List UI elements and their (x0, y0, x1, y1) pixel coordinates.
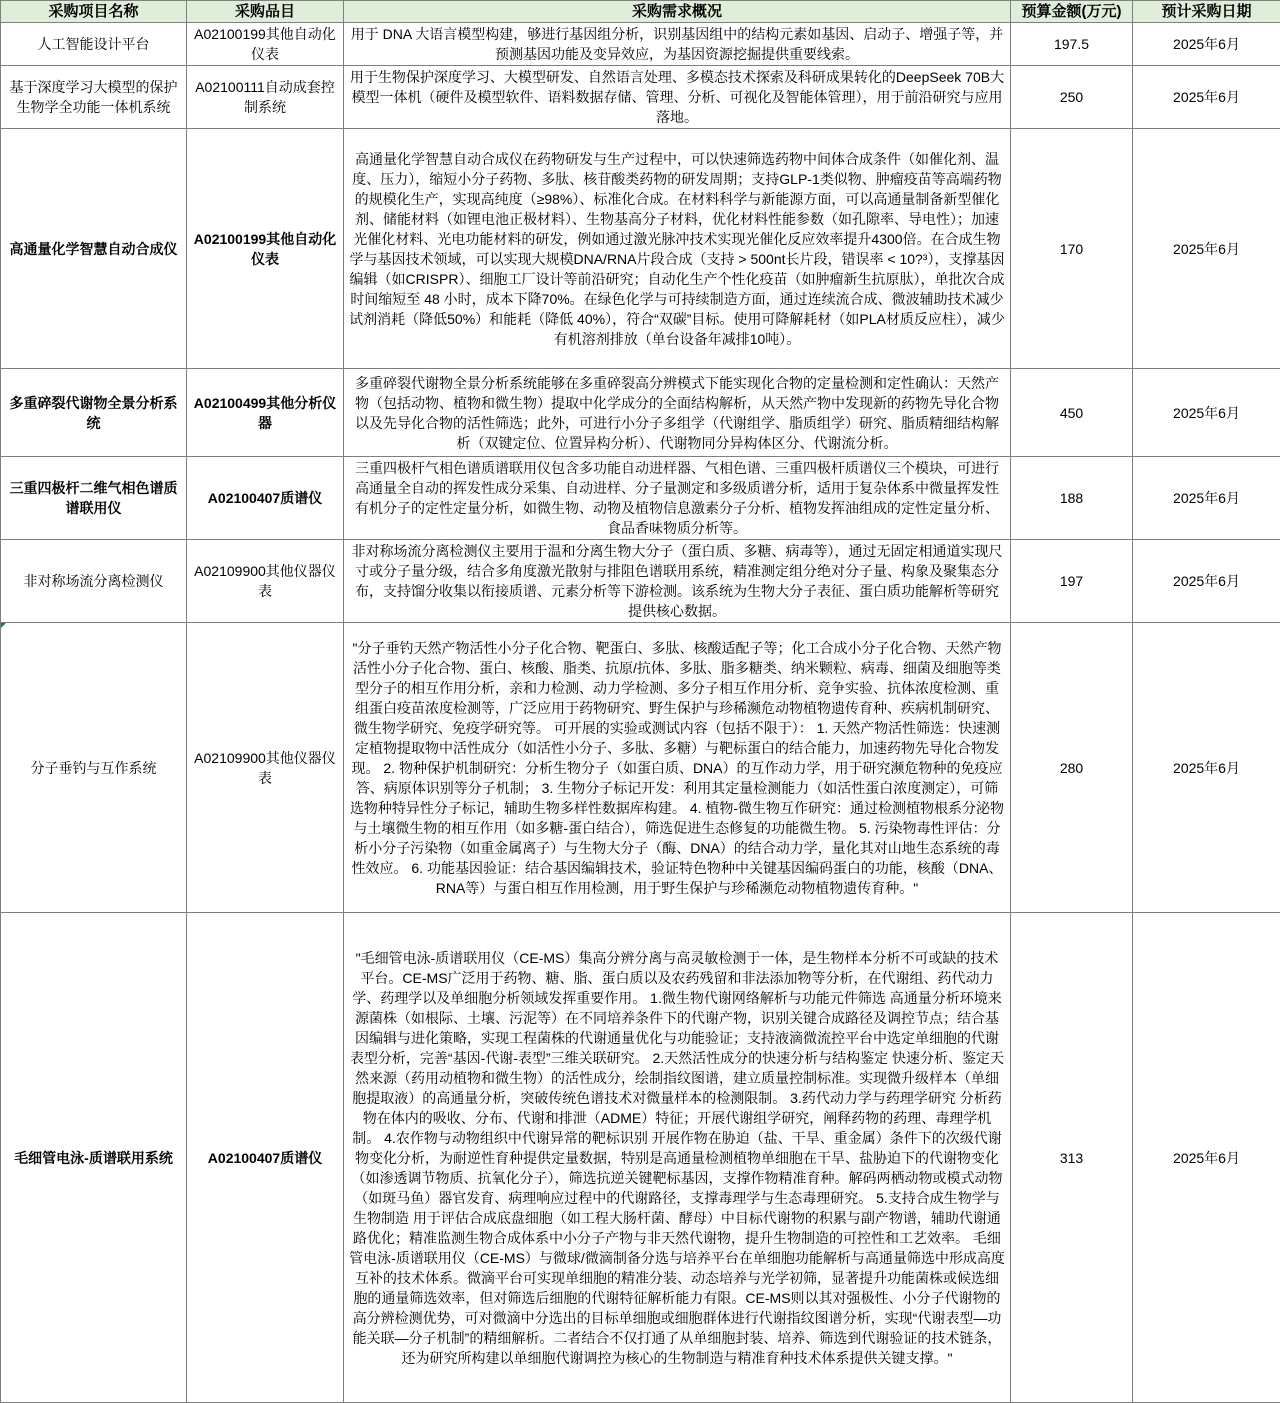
project-name-cell: 基于深度学习大模型的保护生物学全功能一体机系统 (1, 66, 187, 129)
project-name-cell: 人工智能设计平台 (1, 23, 187, 66)
table-row (1, 23, 1280, 66)
category-cell: A02100199其他自动化仪表 (187, 129, 344, 369)
overview-cell: 三重四极杆气相色谱质谱联用仪包含多功能自动进样器、气相色谱、三重四极杆质谱仪三个模块，可进行高通量全自动的挥发性成分采集、自动进样、分子量测定和多级质谱分析，适用于复杂体系中微量挥发性有机分子的定性定量分析，如微生物、动物及植物信息激素分子分析、植物发挥油组成的定性定量分析、食品香味物质分析等。 (344, 457, 1011, 540)
project-name-cell: 毛细管电泳-质谱联用系统 (1, 913, 187, 1403)
category-cell: A02100407质谱仪 (187, 913, 344, 1403)
overview-cell: "分子垂钓天然产物活性小分子化合物、靶蛋白、多肽、核酸适配子等；化工合成小分子化合物、天然产物活性小分子化合物、蛋白、核酸、脂类、抗原/抗体、多肽、脂多糖类、纳米颗粒、病毒、细菌及细胞等类型分子的相互作用分析，亲和力检测、动力学检测、多分子相互作用分析、竞争实验、抗体浓度检测、重组蛋白疫苗浓度检测等，广泛应用于药物研究、野生保护与珍稀濒危动物植物遗传育种、疾病机制研究、微生物学研究、免疫学研究等。 可开展的实验或测试内容（包括不限于）： 1. 天然产物活性筛选：快速测定植物提取物中活性成分（如活性小分子、多肽、多糖）与靶标蛋白的结合能力，加速药物先导化合物发现。 2. 物种保护机制研究：分析生物分子（如蛋白质、DNA）的互作动力学，用于研究濒危物种的免疫应答、病原体识别等分子机制； 3. 生物分子标记开发：利用其定量检测能力（如活性蛋白浓度测定），可筛选物种特异性分子标记，辅助生物多样性数据库构建。 4. 植物-微生物互作研究：通过检测植物根系分泌物与土壤微生物的相互作用（如多糖-蛋白结合），筛选促进生态修复的功能微生物。 5. 污染物毒性评估：分析小分子污染物（如重金属离子）与生物大分子（酶、DNA）的结合动力学，量化其对山地生态系统的毒性效应。 6. 功能基因验证：结合基因编辑技术，验证特色物种中关键基因编码蛋白的功能，核酸（DNA、RNA等）与蛋白相互作用检测，用于野生保护与珍稀濒危动物植物遗传育种。" (344, 623, 1011, 913)
date-cell: 2025年6月 (1133, 23, 1280, 66)
overview-cell: 多重碎裂代谢物全景分析系统能够在多重碎裂高分辨模式下能实现化合物的定量检测和定性确认：天然产物（包括动物、植物和微生物）提取中化学成分的全面结构解析，从天然产物中发现新的药物先导化合物以及先导化合物的活性筛选；此外，可进行小分子多组学（代谢组学、脂质组学）研究、脂质精细结构解析（双键定位、位置异构分析）、代谢物同分异构体区分、代谢流分析。 (344, 369, 1011, 457)
overview-cell: 用于 DNA 大语言模型构建，够进行基因组分析，识别基因组中的结构元素如基因、启动子、增强子等，并预测基因功能及变异效应，为基因资源挖掘提供重要线索。 (344, 23, 1011, 66)
header-row (1, 1, 1280, 23)
table-row (1, 66, 1280, 129)
budget-cell: 188 (1011, 457, 1133, 540)
project-name-cell (1, 623, 187, 913)
budget-cell: 170 (1011, 129, 1133, 369)
project-name-cell: 多重碎裂代谢物全景分析系统 (1, 369, 187, 457)
overview-cell: 高通量化学智慧自动合成仪在药物研发与生产过程中，可以快速筛选药物中间体合成条件（如催化剂、温度、压力），缩短小分子药物、多肽、核苷酸类药物的研发周期；支持GLP-1类似物、肿瘤疫苗等高端药物的规模化生产，实现高纯度（≥98%）、标准化合成。在材料科学与新能源方面，可以高通量制备新型催化剂、储能材料（如锂电池正极材料）、生物基高分子材料，优化材料性能参数（如孔隙率、导电性）；加速光催化材料、光电功能材料的研发，例如通过激光脉冲技术实现光催化反应效率提升4300倍。在合成生物学与基因技术领域，可以实现大规模DNA/RNA片段合成（支持 > 500nt长片段，错误率 < 10?³），支撑基因编辑（如CRISPR）、细胞工厂设计等前沿研究；自动化生产个性化疫苗（如肿瘤新生抗原肽），单批次合成时间缩短至 48 小时，成本下降70%。在绿色化学与可持续制造方面，通过连续流合成、微波辅助技术减少试剂消耗（降低50%）和能耗（降低 40%），符合“双碳”目标。使用可降解耗材（如PLA材质反应柱），减少有机溶剂排放（单台设备年减排10吨）。 (344, 129, 1011, 369)
budget-cell: 250 (1011, 66, 1133, 129)
category-cell: A02109900其他仪器仪表 (187, 623, 344, 913)
table-row (1, 457, 1280, 540)
header-budget: 预算金额(万元) (1011, 1, 1133, 23)
table-row (1, 369, 1280, 457)
header-date: 预计采购日期 (1133, 1, 1280, 23)
overview-cell: 非对称场流分离检测仪主要用于温和分离生物大分子（蛋白质、多糖、病毒等），通过无固定相通道实现尺寸或分子量分级，结合多角度激光散射与排阻色谱联用系统，精准测定组分绝对分子量、构象及聚集态分布，支持馏分收集以衔接质谱、元素分析等下游检测。该系统为生物大分子表征、蛋白质功能解析等研究提供核心数据。 (344, 540, 1011, 623)
project-name-cell: 高通量化学智慧自动合成仪 (1, 129, 187, 369)
category-cell: A02100199其他自动化仪表 (187, 23, 344, 66)
category-cell: A02100111自动成套控制系统 (187, 66, 344, 129)
budget-cell: 280 (1011, 623, 1133, 913)
budget-cell: 197.5 (1011, 23, 1133, 66)
budget-cell: 450 (1011, 369, 1133, 457)
date-cell: 2025年6月 (1133, 129, 1280, 369)
category-cell: A02100499其他分析仪器 (187, 369, 344, 457)
cell-comment-marker-icon (1, 623, 6, 628)
category-cell: A02100407质谱仪 (187, 457, 344, 540)
budget-cell: 197 (1011, 540, 1133, 623)
date-cell: 2025年6月 (1133, 457, 1280, 540)
category-cell: A02109900其他仪器仪表 (187, 540, 344, 623)
overview-cell: "毛细管电泳-质谱联用仪（CE-MS）集高分辨分离与高灵敏检测于一体，是生物样本分析不可或缺的技术平台。CE-MS广泛用于药物、糖、脂、蛋白质以及农药残留和非法添加物等分析，在代谢组、药代动力学、药理学以及单细胞分析领域发挥重要作用。 1.微生物代谢网络解析与功能元件筛选 高通量分析环境来源菌株（如根际、土壤、污泥等）在不同培养条件下的代谢产物，识别关键合成路径及调控节点；结合基因编辑与进化策略，实现工程菌株的代谢通量优化与功能验证；支持液滴微流控平台中选定单细胞的代谢表型分析，完善“基因-代谢-表型”三维关联研究。 2.天然活性成分的快速分析与结构鉴定 快速分析、鉴定天然来源（药用动植物和微生物）的活性成分，绘制指纹图谱，建立质量控制标准。实现微升级样本（单细胞提取液）的高通量分析，突破传统色谱技术对微量样本的检测限制。 3.药代动力学与药理学研究 分析药物在体内的吸收、分布、代谢和排泄（ADME）特征；开展代谢组学研究，阐释药物的药理、毒理学机制。 4.农作物与动物组织中代谢异常的靶标识别 开展作物在胁迫（盐、干旱、重金属）条件下的次级代谢物变化分析，为耐逆性育种提供定量数据，特别是高通量检测植物单细胞在干旱、盐胁迫下的代谢物变化（如渗透调节物质、抗氧化分子），筛选抗逆关键靶标基因，支撑作物精准育种。解码两栖动物或模式动物（如斑马鱼）器官发育、病理响应过程中的代谢路径，支撑毒理学与生态毒理研究。 5.支持合成生物学与生物制造 用于评估合成底盘细胞（如工程大肠杆菌、酵母）中目标代谢物的积累与副产物谱，辅助代谢通路优化；精准监测生物合成体系中小分子产物与非天然代谢物，提升生物制造的可控性和工艺效率。 毛细管电泳-质谱联用仪（CE-MS）与微球/微滴制备分选与培养平台在单细胞功能解析与高通量筛选中形成高度互补的技术体系。微滴平台可实现单细胞的精准分装、动态培养与光学初筛，显著提升功能菌株或候选细胞的通量筛选效率，但对筛选后细胞的代谢特征解析能力有限。CE-MS则以其对强极性、小分子代谢物的高分辨检测优势，可对微滴中分选出的目标单细胞或细胞群体进行代谢指纹图谱分析，实现“代谢表型—功能关联—分子机制”的精细解析。二者结合不仅打通了从单细胞封装、培养、筛选到代谢验证的技术链条，还为研究所构建以单细胞代谢调控为核心的生物制造与精准育种技术体系提供关键支撑。" (344, 913, 1011, 1403)
date-cell: 2025年6月 (1133, 913, 1280, 1403)
project-name-cell: 非对称场流分离检测仪 (1, 540, 187, 623)
date-cell: 2025年6月 (1133, 66, 1280, 129)
overview-cell: 用于生物保护深度学习、大模型研发、自然语言处理、多模态技术探索及科研成果转化的DeepSeek 70B大模型一体机（硬件及模型软件、语料数据存储、管理、分析、可视化及智能体管理），用于前沿研究与应用落地。 (344, 66, 1011, 129)
table-row (1, 540, 1280, 623)
date-cell: 2025年6月 (1133, 369, 1280, 457)
table-row (1, 623, 1280, 913)
header-category: 采购品目 (187, 1, 344, 23)
date-cell: 2025年6月 (1133, 540, 1280, 623)
table-row (1, 129, 1280, 369)
budget-cell: 313 (1011, 913, 1133, 1403)
table-row (1, 913, 1280, 1403)
header-project-name: 采购项目名称 (1, 1, 187, 23)
project-name-text: 分子垂钓与互作系统 (31, 760, 157, 776)
date-cell: 2025年6月 (1133, 623, 1280, 913)
header-overview: 采购需求概况 (344, 1, 1011, 23)
project-name-cell: 三重四极杆二维气相色谱质谱联用仪 (1, 457, 187, 540)
